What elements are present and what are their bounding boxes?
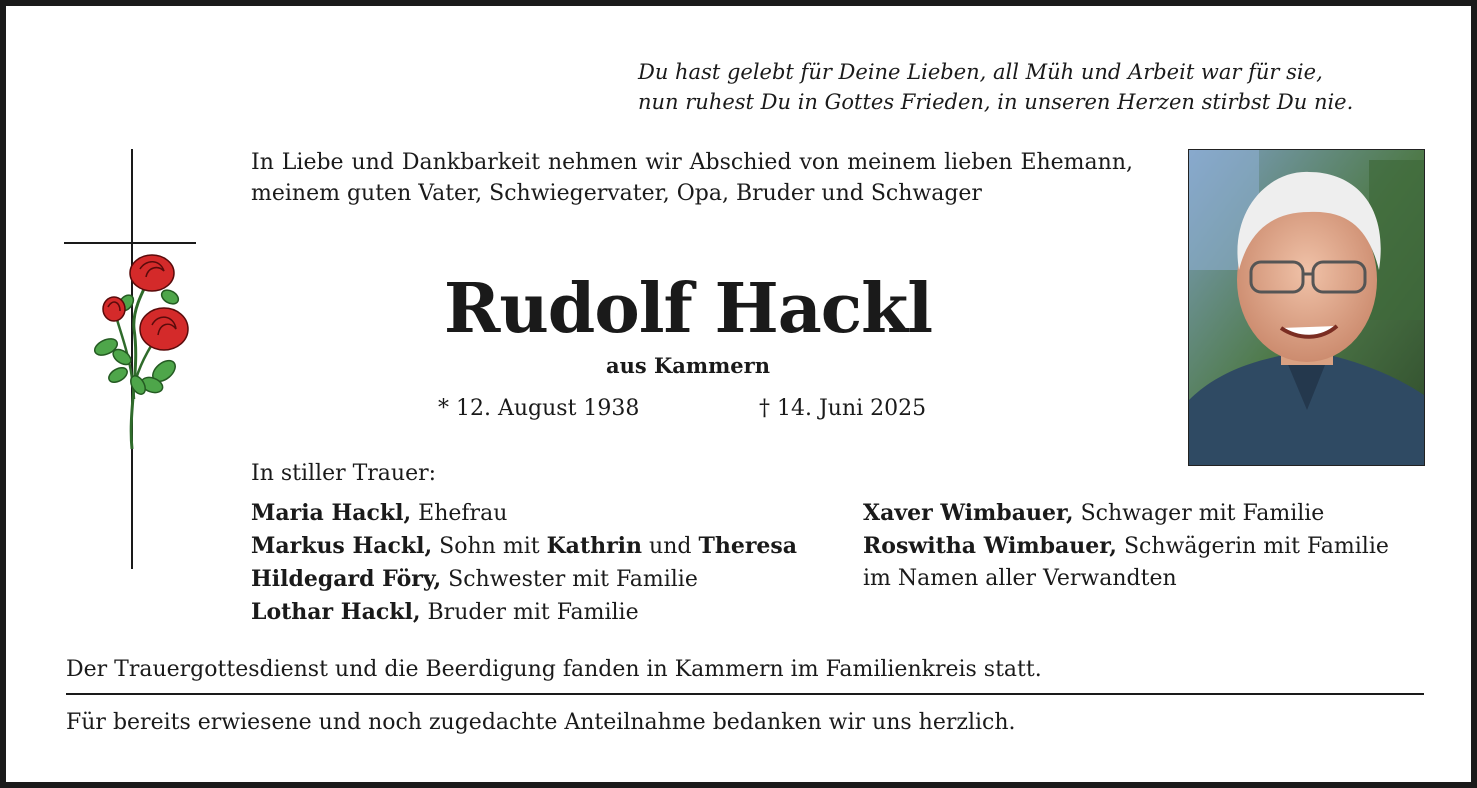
- deceased-origin: aus Kammern: [605, 353, 770, 378]
- portrait-photo: [1188, 149, 1425, 466]
- mourner-relation: im Namen aller Verwandten: [863, 566, 1177, 591]
- mourner-line: [863, 497, 1463, 530]
- divider: [66, 693, 1424, 695]
- mourners-heading: In stiller Trauer:: [251, 461, 437, 486]
- mourner-relation: Schwägerin mit Familie: [1116, 534, 1389, 559]
- portrait-image: [1189, 150, 1424, 465]
- cross-with-roses-icon: [62, 149, 202, 571]
- mourner-line: [251, 530, 851, 563]
- mourner-relation: Schwager mit Familie: [1073, 501, 1325, 526]
- mourner-name: Lothar Hackl,: [251, 599, 421, 625]
- mourners-right-column: [863, 497, 1463, 595]
- mourner-name: Xaver Wimbauer,: [863, 500, 1074, 526]
- mourner-relation: Sohn mit: [432, 534, 547, 559]
- verse-line-1: Du hast gelebt für Deine Lieben, all Müh und Arbeit war für sie,: [638, 60, 1323, 84]
- mourner-relation: Schwester mit Familie: [441, 567, 698, 592]
- mourner-name: Hildegard Föry,: [251, 566, 442, 592]
- birth-date: * 12. August 1938: [438, 396, 640, 421]
- mourner-name: Maria Hackl,: [251, 500, 412, 526]
- mourner-relation: Bruder mit Familie: [420, 600, 639, 625]
- mourner-line: [863, 563, 1463, 595]
- intro-text: In Liebe und Dankbarkeit nehmen wir Abschied von meinem lieben Ehemann, meinem guten Vater, Schwiegervater, Opa, Bruder und Schwager: [251, 150, 1133, 206]
- thanks-note: Für bereits erwiesene und noch zugedachte Anteilnahme bedanken wir uns herzlich.: [66, 710, 1016, 735]
- mourner-name: Theresa: [698, 533, 798, 559]
- death-date: † 14. Juni 2025: [759, 396, 927, 421]
- mourner-line: [251, 497, 851, 530]
- mourner-name: Roswitha Wimbauer,: [863, 533, 1117, 559]
- verse-line-2: nun ruhest Du in Gottes Frieden, in unseren Herzen stirbst Du nie.: [638, 90, 1354, 114]
- mourner-name: Markus Hackl,: [251, 533, 433, 559]
- mourner-relation: Ehefrau: [411, 501, 508, 526]
- mourner-line: [251, 596, 851, 629]
- mourners-left-column: [251, 497, 851, 629]
- mourner-relation: und: [642, 534, 699, 559]
- deceased-name: Rudolf Hackl: [443, 269, 933, 349]
- mourner-name: Kathrin: [546, 533, 643, 559]
- memorial-verse: [638, 57, 1438, 117]
- mourner-line: [251, 563, 851, 596]
- mourner-line: [863, 530, 1463, 563]
- service-note: Der Trauergottesdienst und die Beerdigung fanden in Kammern im Familienkreis statt.: [66, 657, 1042, 682]
